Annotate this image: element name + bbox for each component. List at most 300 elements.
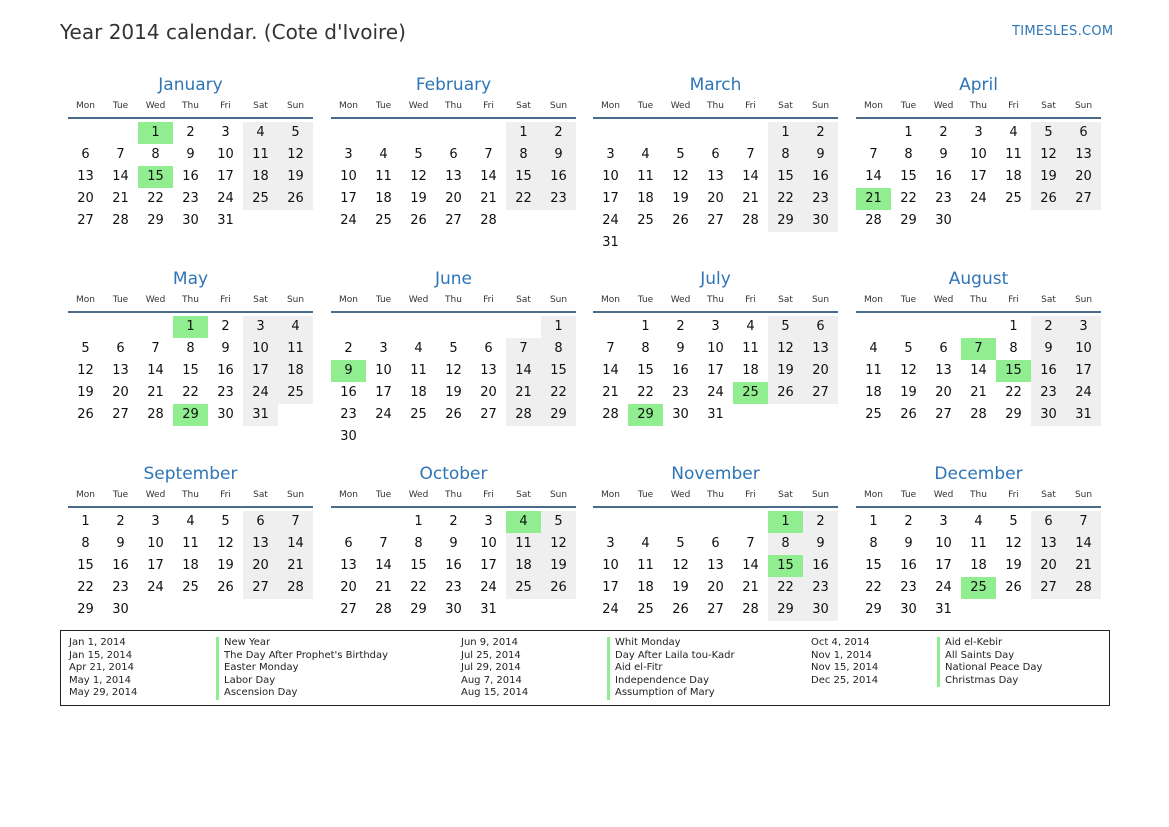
weekday-label: Wed (670, 295, 691, 305)
day-cell: 16 (935, 169, 952, 184)
day-cell: 23 (900, 580, 917, 595)
weekday-label: Sun (549, 101, 568, 111)
day-cell: 17 (602, 580, 619, 595)
weekend-day-cell: 31 (1066, 404, 1101, 426)
empty-cell (436, 316, 471, 338)
holiday-day-cell: 29 (173, 404, 208, 426)
day-cell: 26 (1005, 580, 1022, 595)
empty-cell (733, 511, 768, 533)
day-cell: 28 (602, 407, 619, 422)
weekend-day-cell: 6 (803, 316, 838, 338)
day-cell: 18 (1005, 169, 1022, 184)
day-cell: 4 (869, 341, 878, 356)
weekday-label: Fri (1008, 490, 1019, 500)
day-cell: 21 (147, 385, 164, 400)
day-cell: 16 (112, 558, 129, 573)
weekend-day-cell: 6 (1066, 122, 1101, 144)
weekend-day-cell: 29 (541, 404, 576, 426)
weekend-day-cell: 9 (541, 144, 576, 166)
day-cell: 18 (970, 558, 987, 573)
holiday-dates-column (811, 637, 878, 687)
weekday-label: Sun (549, 490, 568, 500)
day-cell: 5 (449, 341, 458, 356)
day-cell: 23 (935, 191, 952, 206)
weekend-day-cell: 12 (768, 338, 803, 360)
day-cell: 13 (445, 169, 462, 184)
weekend-day-cell: 22 (768, 577, 803, 599)
day-cell: 31 (935, 602, 952, 617)
weekday-label: Wed (933, 490, 954, 500)
day-cell: 1 (414, 514, 423, 529)
day-cell: 24 (970, 191, 987, 206)
weekend-day-cell: 26 (1031, 188, 1066, 210)
day-cell: 25 (182, 580, 199, 595)
day-cell: 5 (904, 341, 913, 356)
day-cell: 20 (707, 191, 724, 206)
day-cell: 25 (865, 407, 882, 422)
day-cell: 20 (77, 191, 94, 206)
day-grid (331, 119, 576, 232)
day-cell: 12 (672, 169, 689, 184)
month-july (593, 267, 838, 426)
weekday-header (331, 486, 576, 504)
day-cell: 24 (480, 580, 497, 595)
empty-cell (926, 316, 961, 338)
day-cell: 17 (602, 191, 619, 206)
empty-cell (663, 122, 698, 144)
empty-cell (856, 122, 891, 144)
day-cell: 25 (1005, 191, 1022, 206)
month-october (331, 462, 576, 621)
month-may (68, 267, 313, 426)
weekday-label: Tue (112, 101, 129, 111)
day-cell: 11 (637, 558, 654, 573)
day-cell: 3 (151, 514, 160, 529)
day-cell: 7 (869, 147, 878, 162)
day-cell: 7 (151, 341, 160, 356)
day-cell: 4 (414, 341, 423, 356)
weekday-label: Wed (408, 101, 429, 111)
weekday-label: Fri (1008, 101, 1019, 111)
day-cell: 1 (869, 514, 878, 529)
day-cell: 16 (445, 558, 462, 573)
weekday-label: Sat (253, 101, 268, 111)
weekday-label: Sun (286, 295, 305, 305)
weekday-label: Wed (145, 295, 166, 305)
day-cell: 7 (116, 147, 125, 162)
day-cell: 19 (672, 580, 689, 595)
day-cell: 23 (217, 385, 234, 400)
weekday-label: Thu (707, 295, 724, 305)
day-cell: 9 (186, 147, 195, 162)
weekday-label: Fri (745, 295, 756, 305)
day-cell: 25 (410, 407, 427, 422)
day-cell: 8 (869, 536, 878, 551)
weekend-day-cell: 25 (278, 382, 313, 404)
weekend-day-cell: 21 (1066, 555, 1101, 577)
weekend-day-cell: 25 (506, 577, 541, 599)
day-cell: 24 (217, 191, 234, 206)
weekend-day-cell: 31 (243, 404, 278, 426)
holiday-date: Nov 15, 2014 (811, 662, 879, 673)
empty-cell (506, 316, 541, 338)
day-cell: 22 (410, 580, 427, 595)
day-cell: 26 (672, 602, 689, 617)
day-cell: 3 (606, 536, 615, 551)
day-cell: 16 (217, 363, 234, 378)
holiday-day-cell: 21 (856, 188, 891, 210)
day-cell: 4 (186, 514, 195, 529)
weekday-label: Mon (76, 490, 95, 500)
day-cell: 12 (672, 558, 689, 573)
day-cell: 17 (935, 558, 952, 573)
day-cell: 12 (445, 363, 462, 378)
weekend-day-cell: 8 (768, 144, 803, 166)
day-grid (856, 508, 1101, 621)
day-cell: 14 (147, 363, 164, 378)
weekday-label: Sun (1074, 101, 1093, 111)
day-cell: 5 (414, 147, 423, 162)
weekday-label: Tue (375, 295, 392, 305)
day-cell: 23 (672, 385, 689, 400)
holiday-name: New Year (224, 637, 271, 648)
weekend-day-cell: 2 (541, 122, 576, 144)
empty-cell (436, 122, 471, 144)
empty-cell (401, 122, 436, 144)
day-cell: 19 (445, 385, 462, 400)
weekend-day-cell: 4 (278, 316, 313, 338)
holiday-name: The Day After Prophet's Birthday (224, 649, 389, 661)
day-grid (856, 119, 1101, 232)
empty-cell (891, 316, 926, 338)
day-cell: 31 (480, 602, 497, 617)
day-cell: 9 (449, 536, 458, 551)
day-cell: 19 (672, 191, 689, 206)
day-cell: 3 (484, 514, 493, 529)
day-grid (68, 508, 313, 621)
weekend-day-cell: 30 (1031, 404, 1066, 426)
day-cell: 30 (112, 602, 129, 617)
weekend-day-cell: 16 (803, 166, 838, 188)
weekday-label: Mon (339, 490, 358, 500)
weekday-label: Fri (745, 101, 756, 111)
day-cell: 23 (340, 407, 357, 422)
day-cell: 26 (672, 213, 689, 228)
weekend-day-cell: 19 (768, 360, 803, 382)
day-cell: 3 (711, 319, 720, 334)
day-cell: 21 (480, 191, 497, 206)
day-cell: 18 (637, 191, 654, 206)
day-cell: 4 (1009, 125, 1018, 140)
day-cell: 21 (970, 385, 987, 400)
day-cell: 6 (711, 536, 720, 551)
weekday-header (68, 486, 313, 504)
weekday-label: Sun (1074, 490, 1093, 500)
day-cell: 11 (637, 169, 654, 184)
weekday-label: Wed (408, 490, 429, 500)
weekday-label: Fri (220, 295, 231, 305)
day-cell: 24 (935, 580, 952, 595)
empty-cell (366, 122, 401, 144)
day-cell: 7 (484, 147, 493, 162)
day-cell: 21 (112, 191, 129, 206)
day-cell: 4 (641, 536, 650, 551)
day-cell: 29 (900, 213, 917, 228)
month-name: July (700, 269, 731, 289)
weekend-day-cell: 29 (768, 599, 803, 621)
weekday-label: Thu (970, 101, 987, 111)
weekend-day-cell: 28 (506, 404, 541, 426)
day-cell: 2 (676, 319, 685, 334)
weekend-day-cell: 8 (506, 144, 541, 166)
day-cell: 31 (217, 213, 234, 228)
day-cell: 4 (746, 319, 755, 334)
day-cell: 15 (637, 363, 654, 378)
weekend-day-cell: 13 (803, 338, 838, 360)
day-cell: 6 (449, 147, 458, 162)
weekday-label: Fri (220, 101, 231, 111)
weekend-day-cell: 9 (803, 144, 838, 166)
day-cell: 28 (742, 213, 759, 228)
day-cell: 11 (375, 169, 392, 184)
holiday-name: Ascension Day (224, 687, 298, 698)
day-cell: 5 (81, 341, 90, 356)
holiday-name: Aid el-Fitr (615, 662, 663, 673)
day-cell: 23 (112, 580, 129, 595)
weekday-label: Mon (601, 295, 620, 305)
holiday-date: Apr 21, 2014 (69, 662, 135, 673)
holiday-name: Labor Day (224, 674, 276, 686)
day-cell: 28 (112, 213, 129, 228)
day-cell: 16 (182, 169, 199, 184)
day-cell: 21 (602, 385, 619, 400)
month-name: June (434, 269, 473, 289)
day-cell: 20 (707, 580, 724, 595)
day-cell: 22 (182, 385, 199, 400)
weekday-label: Thu (970, 295, 987, 305)
month-november (593, 462, 838, 621)
day-cell: 14 (602, 363, 619, 378)
weekend-day-cell: 26 (541, 577, 576, 599)
day-cell: 24 (602, 602, 619, 617)
weekend-day-cell: 1 (768, 122, 803, 144)
day-cell: 25 (637, 213, 654, 228)
holiday-day-cell: 25 (961, 577, 996, 599)
weekday-header (68, 97, 313, 115)
holiday-date: Jul 29, 2014 (461, 662, 521, 673)
day-cell: 28 (865, 213, 882, 228)
weekend-day-cell: 4 (243, 122, 278, 144)
day-cell: 26 (410, 213, 427, 228)
empty-cell (103, 316, 138, 338)
weekend-day-cell: 11 (278, 338, 313, 360)
weekday-header (593, 486, 838, 504)
weekday-label: Wed (145, 101, 166, 111)
weekday-label: Sun (1074, 295, 1093, 305)
weekday-label: Wed (408, 295, 429, 305)
day-cell: 8 (81, 536, 90, 551)
day-cell: 1 (641, 319, 650, 334)
day-cell: 11 (742, 341, 759, 356)
weekend-day-cell: 27 (1066, 188, 1101, 210)
day-cell: 3 (221, 125, 230, 140)
day-cell: 10 (602, 558, 619, 573)
day-cell: 18 (182, 558, 199, 573)
empty-cell (331, 511, 366, 533)
empty-cell (698, 511, 733, 533)
weekend-day-cell: 3 (243, 316, 278, 338)
weekend-day-cell: 24 (1066, 382, 1101, 404)
empty-cell (961, 316, 996, 338)
day-cell: 18 (410, 385, 427, 400)
day-cell: 22 (1005, 385, 1022, 400)
weekday-label: Thu (445, 490, 462, 500)
weekend-day-cell: 5 (278, 122, 313, 144)
day-cell: 30 (935, 213, 952, 228)
holiday-date: Aug 15, 2014 (461, 687, 529, 698)
day-cell: 24 (147, 580, 164, 595)
day-cell: 15 (77, 558, 94, 573)
weekend-day-cell: 10 (1066, 338, 1101, 360)
day-cell: 6 (484, 341, 493, 356)
weekend-day-cell: 26 (768, 382, 803, 404)
day-cell: 12 (77, 363, 94, 378)
weekday-label: Tue (900, 490, 917, 500)
day-cell: 9 (676, 341, 685, 356)
day-cell: 21 (742, 191, 759, 206)
day-cell: 17 (217, 169, 234, 184)
day-cell: 28 (480, 213, 497, 228)
holiday-names-column (607, 637, 735, 700)
day-cell: 11 (410, 363, 427, 378)
weekend-day-cell: 23 (803, 188, 838, 210)
weekday-label: Tue (637, 101, 654, 111)
holiday-name: Assumption of Mary (615, 687, 715, 698)
empty-cell (628, 122, 663, 144)
month-june (331, 267, 576, 448)
holiday-day-cell: 1 (173, 316, 208, 338)
month-name: May (172, 269, 209, 289)
day-cell: 5 (1009, 514, 1018, 529)
holiday-date: Oct 4, 2014 (811, 637, 870, 648)
day-cell: 20 (445, 191, 462, 206)
empty-cell (103, 122, 138, 144)
day-grid (331, 508, 576, 621)
day-cell: 22 (637, 385, 654, 400)
day-cell: 22 (77, 580, 94, 595)
day-cell: 14 (742, 558, 759, 573)
holiday-date: Jan 15, 2014 (69, 649, 133, 661)
weekday-label: Thu (182, 490, 199, 500)
day-cell: 19 (77, 385, 94, 400)
day-cell: 17 (480, 558, 497, 573)
weekend-day-cell: 20 (243, 555, 278, 577)
brand-link[interactable]: TIMESLES.COM (1012, 24, 1114, 39)
weekday-label: Mon (864, 101, 883, 111)
day-cell: 31 (707, 407, 724, 422)
day-cell: 12 (900, 363, 917, 378)
day-cell: 15 (900, 169, 917, 184)
day-cell: 3 (344, 147, 353, 162)
weekday-label: Thu (970, 490, 987, 500)
day-cell: 9 (116, 536, 125, 551)
day-cell: 30 (900, 602, 917, 617)
day-cell: 16 (340, 385, 357, 400)
weekday-label: Sat (1041, 295, 1056, 305)
day-cell: 27 (480, 407, 497, 422)
weekday-label: Mon (864, 490, 883, 500)
weekend-day-cell: 22 (768, 188, 803, 210)
day-cell: 2 (939, 125, 948, 140)
weekday-label: Mon (601, 101, 620, 111)
day-cell: 10 (602, 169, 619, 184)
weekend-day-cell: 2 (1031, 316, 1066, 338)
weekend-day-cell: 5 (768, 316, 803, 338)
day-cell: 24 (375, 407, 392, 422)
holiday-day-cell: 1 (138, 122, 173, 144)
weekday-label: Sat (253, 295, 268, 305)
holiday-day-cell: 7 (961, 338, 996, 360)
day-cell: 11 (182, 536, 199, 551)
day-cell: 19 (217, 558, 234, 573)
day-cell: 27 (445, 213, 462, 228)
weekend-day-cell: 15 (768, 166, 803, 188)
day-cell: 24 (340, 213, 357, 228)
empty-cell (698, 122, 733, 144)
weekend-day-cell: 18 (243, 166, 278, 188)
weekend-day-cell: 3 (1066, 316, 1101, 338)
holiday-name: Christmas Day (945, 674, 1019, 686)
day-cell: 26 (77, 407, 94, 422)
weekday-label: Sat (1041, 101, 1056, 111)
weekend-day-cell: 19 (1031, 166, 1066, 188)
weekday-label: Wed (933, 295, 954, 305)
day-cell: 28 (147, 407, 164, 422)
weekday-label: Tue (112, 490, 129, 500)
weekday-label: Thu (707, 101, 724, 111)
weekday-label: Wed (933, 101, 954, 111)
day-grid (593, 119, 838, 254)
day-cell: 10 (340, 169, 357, 184)
day-cell: 17 (147, 558, 164, 573)
holiday-day-cell: 9 (331, 360, 366, 382)
day-cell: 11 (1005, 147, 1022, 162)
weekend-day-cell: 28 (1066, 577, 1101, 599)
weekday-header (331, 97, 576, 115)
holiday-day-cell: 15 (768, 555, 803, 577)
empty-cell (733, 122, 768, 144)
day-cell: 1 (81, 514, 90, 529)
day-cell: 14 (865, 169, 882, 184)
month-name: January (158, 75, 223, 95)
day-cell: 28 (970, 407, 987, 422)
day-cell: 9 (221, 341, 230, 356)
holiday-day-cell: 15 (996, 360, 1031, 382)
day-cell: 16 (900, 558, 917, 573)
empty-cell (138, 316, 173, 338)
weekday-label: Tue (112, 295, 129, 305)
day-cell: 10 (707, 341, 724, 356)
day-cell: 5 (676, 536, 685, 551)
weekend-day-cell: 5 (1031, 122, 1066, 144)
day-cell: 17 (970, 169, 987, 184)
day-cell: 16 (672, 363, 689, 378)
day-cell: 14 (480, 169, 497, 184)
day-cell: 24 (602, 213, 619, 228)
empty-cell (331, 122, 366, 144)
weekday-label: Sat (778, 101, 793, 111)
weekday-label: Fri (483, 101, 494, 111)
